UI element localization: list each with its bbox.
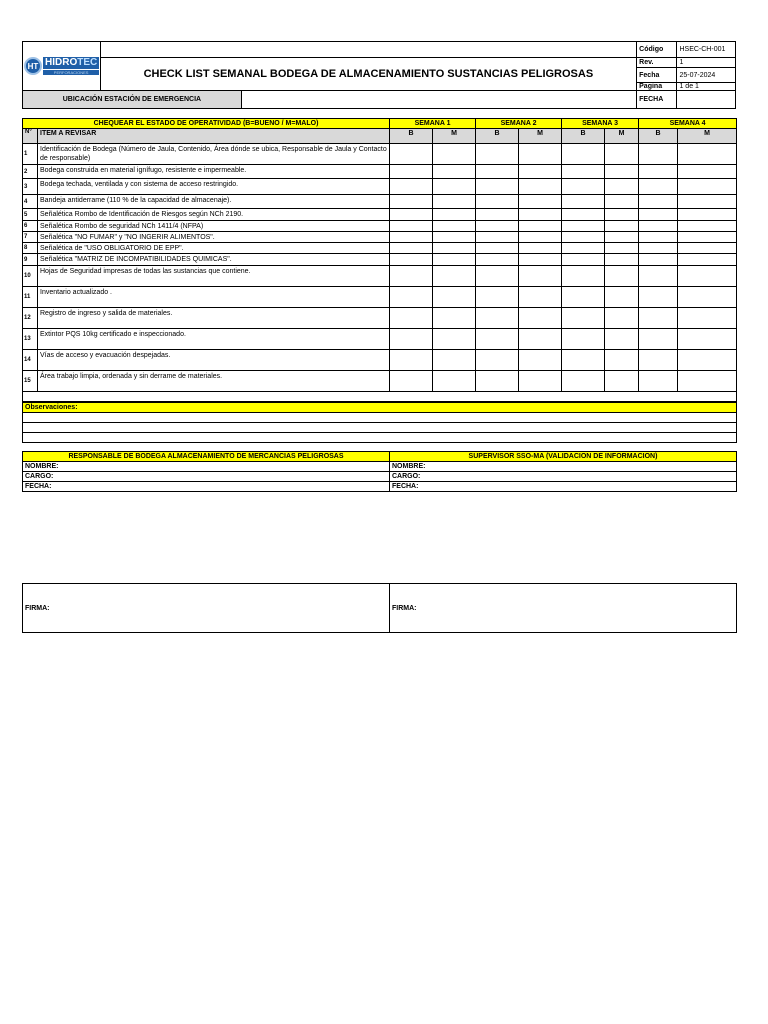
week-m-cell[interactable]	[605, 165, 639, 179]
week-m-cell[interactable]	[678, 209, 737, 221]
week-b-cell[interactable]	[476, 243, 519, 254]
week-b-cell[interactable]	[562, 243, 605, 254]
col-n-header: N°	[23, 129, 38, 144]
week-m-cell[interactable]	[519, 232, 562, 243]
week-b-cell[interactable]	[562, 329, 605, 350]
week-b-cell[interactable]	[476, 254, 519, 266]
week-m-cell[interactable]	[433, 243, 476, 254]
responsable-nombre-field[interactable]: NOMBRE:	[23, 462, 390, 472]
week-m-cell[interactable]	[605, 308, 639, 329]
week-m-cell[interactable]	[433, 179, 476, 195]
rev-label: Rev.	[637, 58, 677, 68]
observaciones-line[interactable]	[23, 423, 737, 433]
week-m-cell[interactable]	[678, 221, 737, 232]
supervisor-cargo-field[interactable]: CARGO:	[390, 472, 737, 482]
item-text: Señalética Rombo de seguridad NCh 1411/4 (NFPA)	[38, 221, 390, 232]
week-m-cell[interactable]	[605, 329, 639, 350]
checklist-row	[23, 209, 737, 221]
week-m-cell[interactable]	[519, 329, 562, 350]
fecha2-label: FECHA	[637, 91, 677, 109]
supervisor-fecha-field[interactable]: FECHA:	[390, 482, 737, 492]
item-number: 2	[23, 165, 38, 179]
week-b-cell[interactable]	[390, 254, 433, 266]
col-b-header: B	[476, 129, 519, 144]
week-m-cell[interactable]	[605, 371, 639, 392]
week-b-cell[interactable]	[639, 165, 678, 179]
checklist-row	[23, 179, 737, 195]
observaciones-label: Observaciones:	[23, 403, 737, 413]
week-m-cell[interactable]	[605, 179, 639, 195]
week-m-cell[interactable]	[605, 221, 639, 232]
fecha2-field[interactable]	[677, 91, 736, 109]
item-number: 12	[23, 308, 38, 329]
responsable-cargo-field[interactable]: CARGO:	[23, 472, 390, 482]
checklist-body	[23, 144, 737, 392]
week-m-cell[interactable]	[678, 254, 737, 266]
logo-subtitle: PERFORACIONES	[43, 70, 99, 75]
week-header: SEMANA 4	[639, 119, 737, 129]
responsable-bodega-title: RESPONSABLE DE BODEGA ALMACENAMIENTO DE MERCANCIAS PELIGROSAS	[23, 452, 390, 462]
checklist-row	[23, 232, 737, 243]
week-b-cell[interactable]	[562, 209, 605, 221]
week-b-cell[interactable]	[390, 350, 433, 371]
week-b-cell[interactable]	[390, 308, 433, 329]
rev-value: 1	[677, 58, 736, 68]
week-b-cell[interactable]	[476, 232, 519, 243]
item-number: 4	[23, 195, 38, 209]
checklist-row	[23, 371, 737, 392]
week-b-cell[interactable]	[562, 266, 605, 287]
week-b-cell[interactable]	[639, 221, 678, 232]
week-m-cell[interactable]	[605, 266, 639, 287]
week-b-cell[interactable]	[639, 195, 678, 209]
week-m-cell[interactable]	[678, 144, 737, 165]
item-text: Bodega techada, ventilada y con sistema de acceso restringido.	[38, 179, 390, 195]
week-b-cell[interactable]	[476, 287, 519, 308]
pagina-label: Pagina	[637, 83, 677, 91]
item-number: 1	[23, 144, 38, 165]
week-m-cell[interactable]	[605, 144, 639, 165]
week-m-cell[interactable]	[678, 350, 737, 371]
week-b-cell[interactable]	[390, 165, 433, 179]
col-item-header: ITEM A REVISAR	[38, 129, 390, 144]
week-b-cell[interactable]	[562, 371, 605, 392]
checklist-table	[22, 118, 737, 402]
week-header: SEMANA 1	[390, 119, 476, 129]
week-m-cell[interactable]	[433, 308, 476, 329]
week-m-cell[interactable]	[678, 266, 737, 287]
checklist-row	[23, 144, 737, 165]
week-m-cell[interactable]	[433, 165, 476, 179]
checklist-row	[23, 287, 737, 308]
ubicacion-field[interactable]	[241, 91, 636, 109]
week-m-cell[interactable]	[605, 209, 639, 221]
item-text: Identificación de Bodega (Número de Jaula, Contenido, Área dónde se ubica, Responsable de Jaula y Contacto de responsable)	[38, 144, 390, 165]
week-m-cell[interactable]	[605, 287, 639, 308]
week-b-cell[interactable]	[639, 266, 678, 287]
col-m-header: M	[433, 129, 476, 144]
item-number: 7	[23, 232, 38, 243]
week-b-cell[interactable]	[639, 254, 678, 266]
week-b-cell[interactable]	[639, 209, 678, 221]
week-m-cell[interactable]	[519, 165, 562, 179]
week-m-cell[interactable]	[678, 165, 737, 179]
logo-wordmark: HIDROTEC	[45, 57, 98, 68]
week-m-cell[interactable]	[519, 254, 562, 266]
week-m-cell[interactable]	[519, 287, 562, 308]
item-text: Señalética Rombo de Identificación de Riesgos según NCh 2190.	[38, 209, 390, 221]
week-header: SEMANA 2	[476, 119, 562, 129]
week-b-cell[interactable]	[639, 329, 678, 350]
col-b-header: B	[562, 129, 605, 144]
week-b-cell[interactable]	[639, 308, 678, 329]
supervisor-firma-field[interactable]: FIRMA:	[390, 584, 737, 633]
week-m-cell[interactable]	[678, 243, 737, 254]
col-m-header: M	[605, 129, 639, 144]
responsable-firma-field[interactable]: FIRMA:	[23, 584, 390, 633]
week-b-cell[interactable]	[639, 179, 678, 195]
supervisor-nombre-field[interactable]: NOMBRE:	[390, 462, 737, 472]
checklist-row	[23, 266, 737, 287]
week-b-cell[interactable]	[639, 144, 678, 165]
week-b-cell[interactable]	[562, 165, 605, 179]
week-b-cell[interactable]	[562, 232, 605, 243]
codigo-value: HSEC-CH-001	[677, 42, 736, 58]
week-m-cell[interactable]	[678, 179, 737, 195]
week-m-cell[interactable]	[519, 243, 562, 254]
week-b-cell[interactable]	[476, 209, 519, 221]
fecha-label: Fecha	[637, 68, 677, 83]
week-b-cell[interactable]	[476, 350, 519, 371]
checklist-row	[23, 243, 737, 254]
document-title: CHECK LIST SEMANAL BODEGA DE ALMACENAMIENTO SUSTANCIAS PELIGROSAS	[100, 58, 637, 91]
week-m-cell[interactable]	[605, 232, 639, 243]
week-m-cell[interactable]	[519, 221, 562, 232]
week-b-cell[interactable]	[390, 221, 433, 232]
pagina-value: 1 de 1	[677, 83, 736, 91]
week-m-cell[interactable]	[433, 254, 476, 266]
item-text: Bandeja antiderrame (110 % de la capacidad de almacenaje).	[38, 195, 390, 209]
week-b-cell[interactable]	[390, 209, 433, 221]
item-text: Vías de acceso y evacuación despejadas.	[38, 350, 390, 371]
week-m-cell[interactable]	[519, 266, 562, 287]
week-b-cell[interactable]	[562, 308, 605, 329]
week-b-cell[interactable]	[639, 287, 678, 308]
col-m-header: M	[678, 129, 737, 144]
checklist-row	[23, 308, 737, 329]
fecha-value: 25-07-2024	[677, 68, 736, 83]
week-b-cell[interactable]	[390, 329, 433, 350]
week-b-cell[interactable]	[476, 165, 519, 179]
week-b-cell[interactable]	[476, 266, 519, 287]
item-number: 13	[23, 329, 38, 350]
week-b-cell[interactable]	[562, 179, 605, 195]
item-text: Extintor PQS 10kg certificado e inspeccionado.	[38, 329, 390, 350]
week-b-cell[interactable]	[639, 243, 678, 254]
responsable-fecha-field[interactable]: FECHA:	[23, 482, 390, 492]
ubicacion-label: UBICACIÓN ESTACIÓN DE EMERGENCIA	[23, 91, 242, 109]
week-m-cell[interactable]	[433, 221, 476, 232]
week-b-cell[interactable]	[390, 243, 433, 254]
week-b-cell[interactable]	[390, 266, 433, 287]
week-header: SEMANA 3	[562, 119, 639, 129]
week-m-cell[interactable]	[519, 308, 562, 329]
week-b-cell[interactable]	[390, 371, 433, 392]
item-number: 15	[23, 371, 38, 392]
observaciones-line[interactable]	[23, 433, 737, 443]
observaciones-line[interactable]	[23, 413, 737, 423]
week-m-cell[interactable]	[678, 329, 737, 350]
item-number: 14	[23, 350, 38, 371]
week-m-cell[interactable]	[433, 209, 476, 221]
week-m-cell[interactable]	[678, 195, 737, 209]
week-m-cell[interactable]	[678, 232, 737, 243]
week-m-cell[interactable]	[519, 371, 562, 392]
week-m-cell[interactable]	[678, 371, 737, 392]
week-b-cell[interactable]	[476, 195, 519, 209]
week-b-cell[interactable]	[639, 371, 678, 392]
week-m-cell[interactable]	[678, 308, 737, 329]
week-m-cell[interactable]	[519, 350, 562, 371]
week-b-cell[interactable]	[562, 254, 605, 266]
checklist-row	[23, 329, 737, 350]
obs-spacer	[23, 391, 737, 403]
week-b-cell[interactable]	[476, 308, 519, 329]
week-m-cell[interactable]	[605, 350, 639, 371]
week-b-cell[interactable]	[476, 144, 519, 165]
week-m-cell[interactable]	[519, 179, 562, 195]
week-b-cell[interactable]	[390, 232, 433, 243]
week-m-cell[interactable]	[433, 195, 476, 209]
week-b-cell[interactable]	[562, 221, 605, 232]
week-m-cell[interactable]	[519, 144, 562, 165]
week-m-cell[interactable]	[519, 195, 562, 209]
checklist-instruction: CHEQUEAR EL ESTADO DE OPERATIVIDAD (B=BUENO / M=MALO)	[23, 119, 390, 129]
week-b-cell[interactable]	[562, 144, 605, 165]
week-b-cell[interactable]	[476, 179, 519, 195]
item-text: Hojas de Seguridad impresas de todas las sustancias que contiene.	[38, 266, 390, 287]
checklist-row	[23, 254, 737, 266]
week-b-cell[interactable]	[639, 350, 678, 371]
week-m-cell[interactable]	[433, 350, 476, 371]
col-b-header: B	[639, 129, 678, 144]
checklist-row	[23, 350, 737, 371]
week-m-cell[interactable]	[519, 209, 562, 221]
col-m-header: M	[519, 129, 562, 144]
item-text: Bodega construida en material ignífugo, resistente e impermeable.	[38, 165, 390, 179]
item-text: Señalética de "USO OBLIGATORIO DE EPP".	[38, 243, 390, 254]
item-number: 5	[23, 209, 38, 221]
observaciones-table	[22, 391, 737, 443]
document-header	[22, 41, 736, 109]
checklist-row	[23, 165, 737, 179]
checklist-row	[23, 221, 737, 232]
week-m-cell[interactable]	[433, 371, 476, 392]
week-b-cell[interactable]	[476, 371, 519, 392]
week-b-cell[interactable]	[562, 195, 605, 209]
item-text: Inventario actualizado .	[38, 287, 390, 308]
week-b-cell[interactable]	[562, 287, 605, 308]
week-b-cell[interactable]	[476, 329, 519, 350]
item-text: Área trabajo limpia, ordenada y sin derrame de materiales.	[38, 371, 390, 392]
item-text: Señalética "MATRIZ DE INCOMPATIBILIDADES QUIMICAS".	[38, 254, 390, 266]
week-b-cell[interactable]	[562, 350, 605, 371]
week-m-cell[interactable]	[605, 243, 639, 254]
week-b-cell[interactable]	[476, 221, 519, 232]
week-m-cell[interactable]	[433, 266, 476, 287]
codigo-label: Código	[637, 42, 677, 58]
week-m-cell[interactable]	[433, 144, 476, 165]
item-number: 8	[23, 243, 38, 254]
week-b-cell[interactable]	[390, 144, 433, 165]
firma-table	[22, 583, 737, 633]
item-text: Señalética "NO FUMAR" y "NO INGERIR ALIMENTOS".	[38, 232, 390, 243]
week-b-cell[interactable]	[639, 232, 678, 243]
responsables-table	[22, 451, 737, 492]
header-blank-cell	[100, 42, 637, 58]
week-b-cell[interactable]	[390, 287, 433, 308]
item-number: 11	[23, 287, 38, 308]
week-m-cell[interactable]	[605, 254, 639, 266]
item-number: 6	[23, 221, 38, 232]
week-m-cell[interactable]	[433, 287, 476, 308]
week-m-cell[interactable]	[433, 329, 476, 350]
company-logo	[23, 42, 101, 91]
checklist-row	[23, 195, 737, 209]
week-m-cell[interactable]	[433, 232, 476, 243]
item-number: 3	[23, 179, 38, 195]
item-number: 9	[23, 254, 38, 266]
item-number: 10	[23, 266, 38, 287]
week-m-cell[interactable]	[678, 287, 737, 308]
week-b-cell[interactable]	[390, 195, 433, 209]
week-m-cell[interactable]	[605, 195, 639, 209]
week-b-cell[interactable]	[390, 179, 433, 195]
item-text: Registro de ingreso y salida de materiales.	[38, 308, 390, 329]
logo-mark-icon: HT	[24, 57, 42, 75]
col-b-header: B	[390, 129, 433, 144]
supervisor-title: SUPERVISOR SSO-MA (VALIDACION DE INFORMACION)	[390, 452, 737, 462]
